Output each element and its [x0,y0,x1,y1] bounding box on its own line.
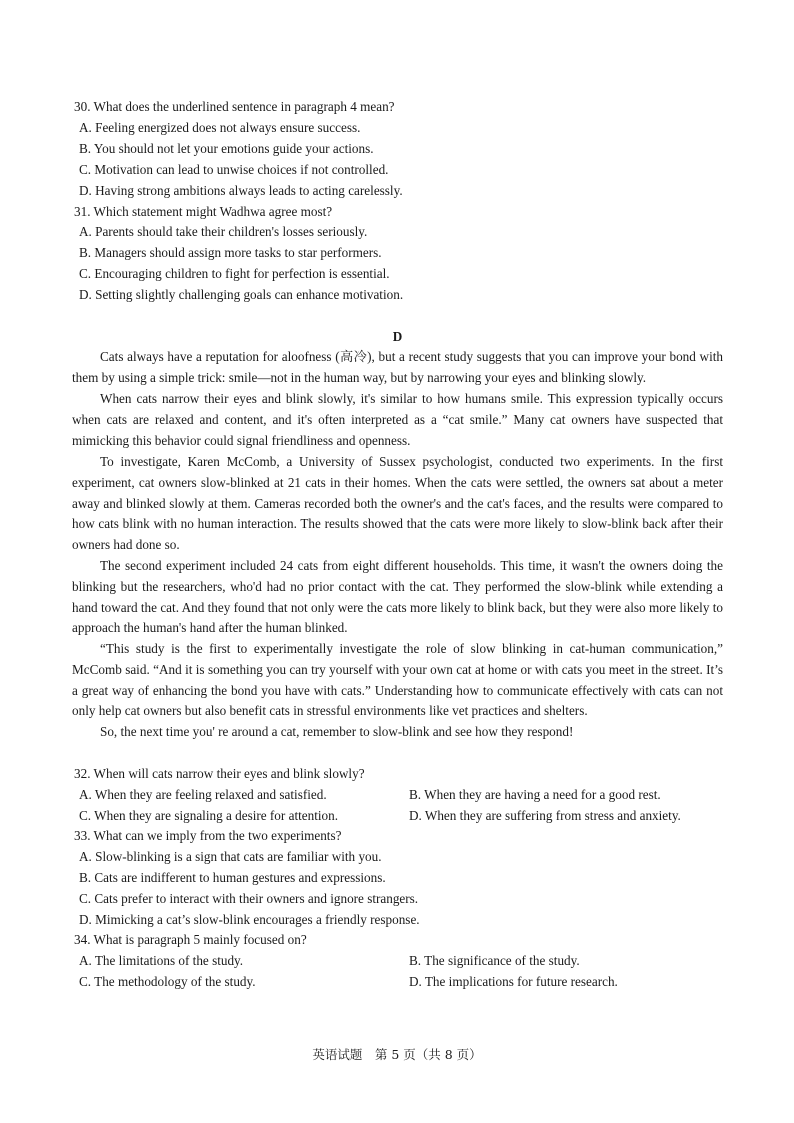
option-32-a: A. When they are feeling relaxed and satisfied. [79,787,327,802]
passage-paragraph-5: “This study is the first to experimentally investigate the role of slow blinking in cat-human communication,” McComb said. “And it is something you can try yourself with your own cat at home or with cats you meet in the street. It’s a great way of enhancing the bond you have with cats.” Understanding how to communicate effectively with cats can not only help cat owners but also benefit cats in stressful environments like vet practices and shelters. [72,641,723,719]
option-34-b: B. The significance of the study. [409,953,580,968]
passage-heading: D [392,329,403,344]
option-31-d: D. Setting slightly challenging goals can enhance motivation. [79,287,404,302]
question-34: 34. What is paragraph 5 mainly focused on? [74,932,307,947]
option-34-c: C. The methodology of the study. [79,974,256,989]
option-32-d: D. When they are suffering from stress and anxiety. [409,808,681,823]
option-33-c: C. Cats prefer to interact with their owners and ignore strangers. [79,891,419,906]
option-32-c: C. When they are signaling a desire for attention. [79,808,339,823]
question-31: 31. Which statement might Wadhwa agree most? [74,204,333,219]
question-30: 30. What does the underlined sentence in paragraph 4 mean? [74,99,395,114]
option-30-b: B. You should not let your emotions guide your actions. [79,141,374,156]
passage-paragraph-1: Cats always have a reputation for aloofness (高冷), but a recent study suggests that you can improve your bond with them by using a simple trick: smile—not in the human way, but by narrowing your eyes and blinking slowly. [72,349,723,385]
option-33-d: D. Mimicking a cat’s slow-blink encourages a friendly response. [79,912,420,927]
option-30-a: A. Feeling energized does not always ensure success. [79,120,361,135]
option-33-a: A. Slow-blinking is a sign that cats are familiar with you. [79,849,382,864]
option-30-c: C. Motivation can lead to unwise choices if not controlled. [79,162,389,177]
page-footer: 英语试题 第 5 页（共 8 页） [312,1047,482,1062]
option-34-a: A. The limitations of the study. [79,953,244,968]
option-32-b: B. When they are having a need for a good rest. [409,787,661,802]
passage-paragraph-3: To investigate, Karen McComb, a University of Sussex psychologist, conducted two experiments. In the first experiment, cat owners slow-blinked at 21 cats in their homes. When the cats were settled, the owners sat about a meter away and blinked slowly at them. Cameras recorded both the owner's and the cat's faces, and the results were compared to how cats blink with no human interaction. The results showed that the cats were more likely to slow-blink back after their owners had done so. [72,454,723,553]
option-31-a: A. Parents should take their children's losses seriously. [79,224,368,239]
question-33: 33. What can we imply from the two experiments? [74,828,342,843]
option-30-d: D. Having strong ambitions always leads to acting carelessly. [79,183,403,198]
passage-paragraph-2: When cats narrow their eyes and blink slowly, it's similar to how humans smile. This expression typically occurs when cats are relaxed and content, and it's often interpreted as a “cat smile.” Many cat owners have suspected that mimicking this behavior could signal friendliness and openness. [72,391,723,448]
passage-paragraph-6: So, the next time you' re around a cat, remember to slow-blink and see how they respond! [100,724,574,739]
passage-paragraph-4: The second experiment included 24 cats from eight different households. This time, it wasn't the owners doing the blinking but the researchers, who'd had no prior contact with the cat. They performed the slow-blink while extending a hand toward the cat. And they found that not only were the cats more likely to blink back, but they were also more likely to approach the human's hand after the human blinked. [72,558,723,636]
option-33-b: B. Cats are indifferent to human gestures and expressions. [79,870,386,885]
option-31-c: C. Encouraging children to fight for perfection is essential. [79,266,390,281]
question-32: 32. When will cats narrow their eyes and blink slowly? [74,766,365,781]
option-34-d: D. The implications for future research. [409,974,618,989]
option-31-b: B. Managers should assign more tasks to star performers. [79,245,382,260]
